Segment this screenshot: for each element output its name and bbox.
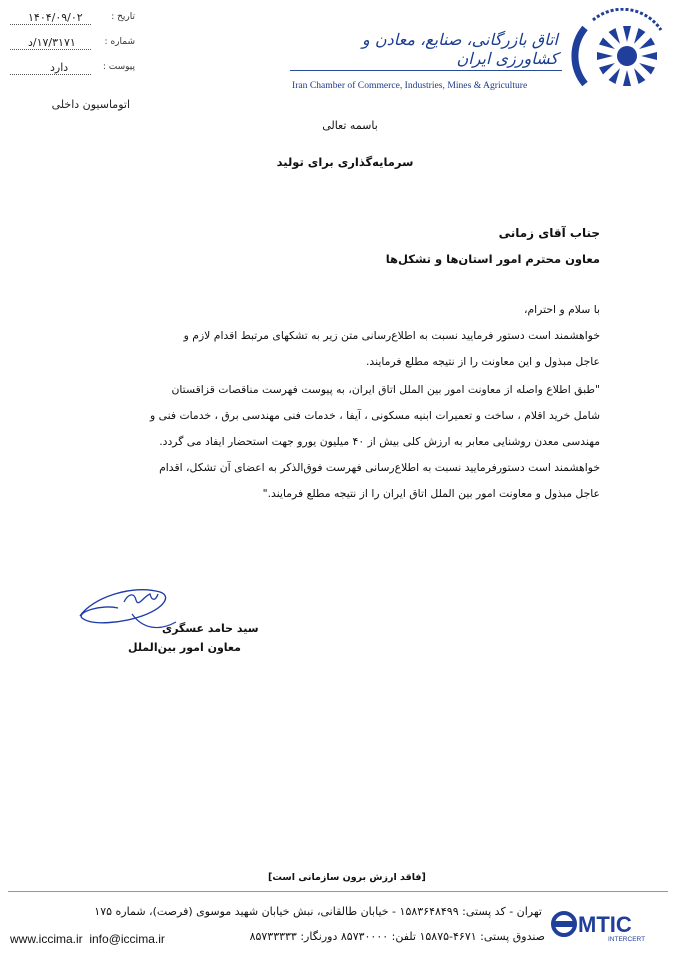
department-label: اتوماسیون داخلی xyxy=(51,98,130,111)
body-line: خواهشمند است دستورفرمایید نسبت به اطلاع‌رسانی فهرست فوق‌الذکر به اعضای آن تشکل، اقدام xyxy=(159,461,600,474)
footer-divider xyxy=(8,891,668,892)
number-row xyxy=(10,37,135,51)
greeting: با سلام و احترام، xyxy=(523,303,600,316)
footer-contact: صندوق پستی: ۴۶۷۱-۱۵۸۷۵ تلفن: ۸۵۷۳۰۰۰۰ دورنگار: ۸۵۷۳۳۳۳۳ xyxy=(249,930,545,943)
svg-text:MTIC: MTIC xyxy=(578,912,632,937)
body-line: عاجل مبذول و معاونت امور بین الملل اتاق ایران را از نتیجه مطلع فرمایند." xyxy=(262,487,600,500)
recipient-name: جناب آقای زمانی xyxy=(498,226,600,240)
organization-name-fa: اتاق بازرگانی، صنایع، معادن و کشاورزی ایران xyxy=(362,30,558,68)
number-value: ۱۷/۳۱۷۱/د xyxy=(28,36,76,49)
motto: سرمایه‌گذاری برای تولید xyxy=(276,155,414,169)
number-label: شماره : xyxy=(104,37,135,47)
date-row xyxy=(10,12,135,26)
body-line: خواهشمند است دستور فرمایید نسبت به اطلاع‌رسانی متن زیر به تشکهای مرتبط اقدام لازم و xyxy=(183,329,600,342)
header-divider xyxy=(290,70,562,71)
footer-web xyxy=(10,932,165,946)
svg-text:INTERCERT: INTERCERT xyxy=(608,936,646,943)
organization-name-en: Iran Chamber of Commerce, Industries, Mines & Agriculture xyxy=(292,80,528,91)
chamber-emblem-icon xyxy=(565,8,670,103)
date-value: ۱۴۰۴/۰۹/۰۲ xyxy=(28,11,83,24)
attachment-row xyxy=(10,62,135,76)
body-line: شامل خرید اقلام ، ساخت و تعمیرات ابنیه مسکونی ، آیفا ، خدمات فنی مهندسی برق ، خدمات فنی و xyxy=(149,409,600,422)
body-line: عاجل مبذول و این معاونت را از نتیجه مطلع فرمایند. xyxy=(366,355,600,368)
bismillah: باسمه تعالی xyxy=(322,119,378,132)
letter-meta xyxy=(10,10,135,74)
email-link[interactable]: info@iccima.ir xyxy=(89,932,165,946)
signer-name: سید حامد عسگری xyxy=(162,622,259,635)
date-label: تاریخ : xyxy=(111,12,135,22)
attachment-label: پیوست : xyxy=(102,62,135,72)
body-line: مهندسی معدن روشنایی معابر به ارزش کلی بیش از ۴۰ میلیون یورو جهت استحضار ایفاد می گردد. xyxy=(159,435,600,448)
body-line: "طبق اطلاع واصله از معاونت امور بین الملل اتاق ایران، به پیوست فهرست مناقصات قزاقستان xyxy=(171,383,600,396)
signer-title: معاون امور بین‌الملل xyxy=(128,641,241,654)
internal-note: [فاقد ارزش برون سازمانی است] xyxy=(268,872,426,883)
website-link[interactable]: www.iccima.ir xyxy=(10,932,83,946)
recipient-title: معاون محترم امور استان‌ها و تشکل‌ها xyxy=(385,252,600,266)
mtic-certificate-logo xyxy=(548,904,668,952)
footer-address: تهران - کد پستی: ۱۵۸۳۶۴۸۴۹۹ - خیابان طالقانی، نبش خیابان شهید موسوی (فرصت)، شماره ۱۷۵ xyxy=(94,905,542,918)
attachment-value: دارد xyxy=(50,61,69,74)
